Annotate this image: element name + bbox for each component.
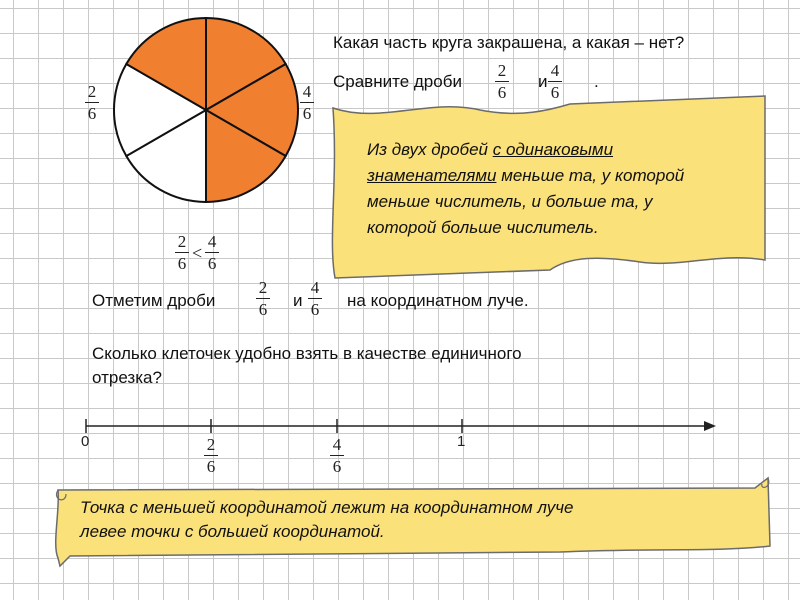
compare-end: . [594,72,599,91]
tick-label-one: 1 [457,433,466,450]
denominator: 6 [207,254,217,273]
conclusion-line1: Точка с меньшей координатой лежит на координатном луче [80,498,574,517]
numerator: 4 [207,232,217,251]
mark-task-suffix: на координатном луче. [347,291,529,310]
numerator: 2 [206,435,216,454]
numerator: 4 [302,82,312,101]
compare-prefix: Сравните дроби [333,72,462,91]
denominator: 6 [87,104,97,123]
mark-task-and: и [293,291,303,310]
denominator: 6 [332,457,342,476]
unit-question-line2: отрезка? [92,368,162,387]
conclusion-line2: левее точки с большей координатой. [80,522,385,541]
rule-text-part2: меньше та, у которой меньше числитель, и больше та, у которой больше числитель. [367,166,685,237]
denominator: 6 [206,457,216,476]
unit-question-line1: Сколько клеточек удобно взять в качестве единичного [92,344,522,363]
denominator: 6 [310,300,320,319]
tick-label-zero: 0 [81,433,90,450]
numerator: 4 [310,278,320,297]
compare-and: и [538,72,548,91]
numerator: 2 [177,232,187,251]
numerator: 4 [550,61,560,80]
numerator: 2 [87,82,97,101]
numerator: 2 [258,278,268,297]
denominator: 6 [177,254,187,273]
denominator: 6 [550,83,560,102]
less-than-sign: < [192,242,203,263]
question-line: Какая часть круга закрашена, а какая – нет? [333,33,685,52]
mark-task-prefix: Отметим дроби [92,291,216,310]
rule-text-underlined: с одинаковыми знаменателями [367,140,614,185]
rule-text-part1: Из двух дробей [367,140,493,159]
numerator: 2 [497,61,507,80]
denominator: 6 [258,300,268,319]
denominator: 6 [497,83,507,102]
denominator: 6 [302,104,312,123]
numerator: 4 [332,435,342,454]
